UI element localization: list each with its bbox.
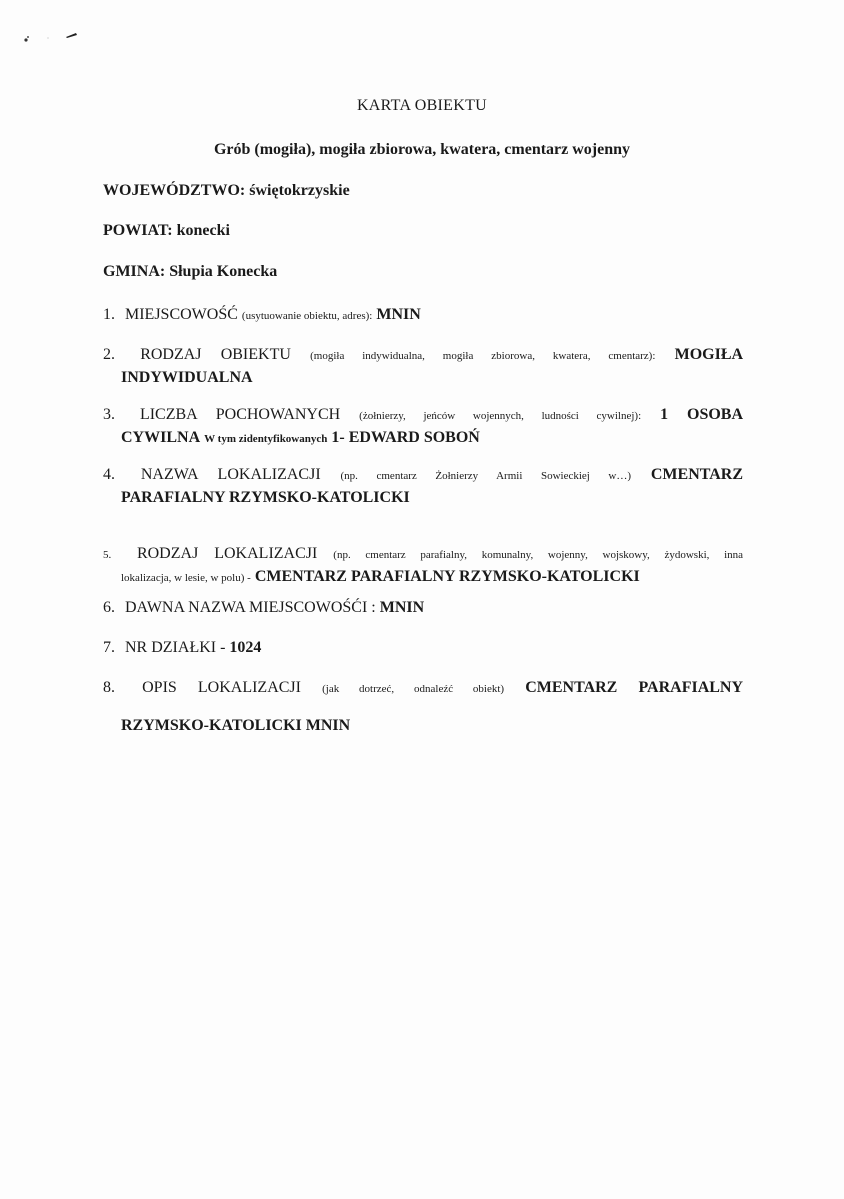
item-value: CMENTARZ PARAFIALNY: [525, 679, 744, 696]
item-value: 1 OSOBA: [660, 406, 744, 423]
item-line-1: [103, 404, 743, 427]
item-value: MNIN: [379, 599, 425, 616]
item-number: 1.: [103, 306, 115, 323]
wojewodztwo-line: WOJEWÓDZTWO: świętokrzyskie: [103, 182, 350, 199]
item-line-2: [103, 566, 743, 589]
item-value-continued: INDYWIDUALNA: [121, 369, 253, 386]
item-value: CMENTARZ: [650, 466, 744, 483]
item-hint: (np. cmentarz parafialny, komunalny, wojenny, wojskowy, żydowski, inna: [333, 549, 744, 561]
item-number: 2.: [103, 346, 115, 363]
scan-specks: [18, 28, 88, 48]
item-number: 8.: [103, 679, 115, 696]
item-value: 1024: [229, 639, 262, 656]
item-line-1: [103, 677, 743, 700]
item-label: MIEJSCOWOŚĆ: [125, 306, 238, 323]
item-7: [103, 637, 743, 658]
item-value-continued: CYWILNA: [121, 429, 201, 446]
item-label: OPIS LOKALIZACJI: [142, 679, 301, 696]
item-hint: (jak dotrzeć, odnaleźć obiekt): [322, 683, 505, 695]
item-line-1: [103, 543, 743, 566]
item-number: 6.: [103, 599, 115, 616]
item-6: [103, 597, 743, 618]
item-4: [103, 464, 743, 508]
powiat-line: POWIAT: konecki: [103, 222, 230, 239]
item-number: 5.: [103, 549, 112, 561]
item-line-1: [103, 464, 743, 487]
item-value: MOGIŁA: [674, 346, 744, 363]
item-label: LICZBA POCHOWANYCH: [139, 406, 341, 423]
item-label: RODZAJ LOKALIZACJI: [136, 545, 318, 562]
item-value: MNIN: [376, 306, 421, 323]
item-value-continued: PARAFIALNY RZYMSKO-KATOLICKI: [121, 489, 410, 506]
item-1: [103, 304, 743, 327]
item-label: RODZAJ OBIEKTU: [140, 346, 291, 363]
item-5: [103, 543, 743, 589]
item-number: 3.: [103, 406, 115, 423]
item-hint: (usytuowanie obiektu, adres):: [241, 310, 373, 322]
item-2: [103, 344, 743, 388]
page-subtitle: Grób (mogiła), mogiła zbiorowa, kwatera, cmentarz wojenny: [213, 141, 631, 158]
item-value-continued: RZYMSKO-KATOLICKI MNIN: [121, 717, 351, 734]
item-number: 4.: [103, 466, 115, 483]
item-hint-continued: lokalizacja, w lesie, w polu) -: [121, 572, 251, 584]
item-hint: (np. cmentarz Żołnierzy Armii Sowieckiej w…): [340, 470, 632, 482]
item-label: DAWNA NAZWA MIEJSCOWOŚĆI :: [125, 599, 376, 616]
item-3: [103, 404, 743, 450]
identified-note: W tym zidentyfikowanych: [204, 433, 328, 445]
identified-value: 1- EDWARD SOBOŃ: [331, 429, 480, 446]
item-value: CMENTARZ PARAFIALNY RZYMSKO-KATOLICKI: [254, 568, 640, 585]
item-line-2: [103, 427, 743, 450]
item-8-continued: [103, 715, 743, 736]
item-label: NR DZIAŁKI -: [125, 639, 226, 656]
item-line-1: [103, 344, 743, 367]
item-hint: (żołnierzy, jeńców wojennych, ludności cywilnej):: [359, 410, 642, 422]
item-hint: (mogiła indywidualna, mogiła zbiorowa, kwatera, cmentarz):: [310, 350, 656, 362]
item-label: NAZWA LOKALIZACJI: [140, 466, 321, 483]
item-8: [103, 677, 743, 700]
page-title: KARTA OBIEKTU: [356, 97, 488, 114]
gmina-line: GMINA: Słupia Konecka: [103, 263, 278, 280]
item-number: 7.: [103, 639, 115, 656]
